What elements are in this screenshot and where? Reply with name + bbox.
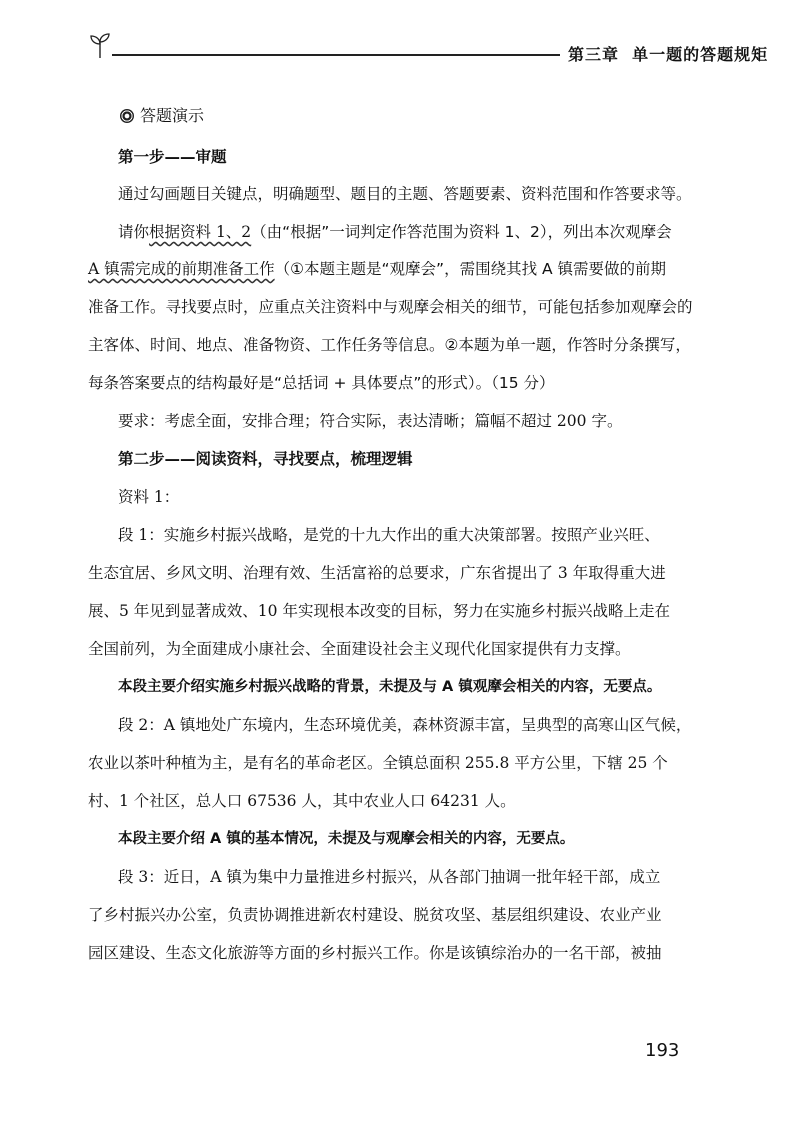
paragraph-line: 段 1：实施乡村振兴战略，是党的十九大作出的重大决策部署。按照产业兴旺、 bbox=[118, 526, 660, 544]
sprout-icon bbox=[88, 32, 112, 60]
question-line: 主客体、时间、地点、准备物资、工作任务等信息。②本题为单一题，作答时分条撰写， bbox=[88, 336, 691, 354]
analysis-note: 本段主要介绍 A 镇的基本情况，未提及与观摩会相关的内容，无要点。 bbox=[118, 831, 575, 847]
step1-intro: 通过勾画题目关键点，明确题型、题目的主题、答题要素、资料范围和作答要求等。 bbox=[118, 185, 692, 203]
paragraph-line: 园区建设、生态文化旅游等方面的乡村振兴工作。你是该镇综治办的一名干部，被抽 bbox=[88, 944, 662, 962]
header-rule bbox=[112, 54, 560, 56]
paragraph-line: 村、1 个社区，总人口 67536 人，其中农业人口 64231 人。 bbox=[88, 792, 516, 810]
step2-heading: 第二步——阅读资料，寻找要点，梳理逻辑 bbox=[118, 450, 413, 468]
page-number: 193 bbox=[645, 1040, 680, 1061]
paragraph-line: 段 3：近日，A 镇为集中力量推进乡村振兴，从各部门抽调一批年轻干部，成立 bbox=[118, 868, 661, 886]
header-title: 第三章 单一题的答题规矩 bbox=[568, 45, 769, 64]
step1-heading: 第一步——审题 bbox=[118, 148, 227, 166]
requirement: 要求：考虑全面，安排合理；符合实际，表达清晰；篇幅不超过 200 字。 bbox=[118, 412, 623, 430]
question-line: 请你根据资料 1、2（由“根据”一词判定作答范围为资料 1、2），列出本次观摩会 bbox=[118, 223, 672, 241]
paragraph-line: 生态宜居、乡风文明、治理有效、生活富裕的总要求，广东省提出了 3 年取得重大进 bbox=[88, 564, 666, 582]
material-label: 资料 1： bbox=[118, 488, 180, 506]
medal-icon bbox=[120, 109, 134, 123]
paragraph-line: 农业以茶叶种植为主，是有名的革命老区。全镇总面积 255.8 平方公里，下辖 25 个 bbox=[88, 754, 668, 772]
analysis-note: 本段主要介绍实施乡村振兴战略的背景，未提及与 A 镇观摩会相关的内容，无要点。 bbox=[118, 679, 662, 695]
question-line: 准备工作。寻找要点时，应重点关注资料中与观摩会相关的细节，可能包括参加观摩会的 bbox=[88, 298, 693, 316]
paragraph-line: 段 2：A 镇地处广东境内，生态环境优美，森林资源丰富，呈典型的高寒山区气候， bbox=[118, 716, 692, 734]
section-title: 答题演示 bbox=[120, 103, 204, 126]
running-header bbox=[88, 32, 769, 72]
paragraph-line: 展、5 年见到显著成效、10 年实现根本改变的目标，努力在实施乡村振兴战略上走在 bbox=[88, 602, 670, 620]
question-line: A 镇需完成的前期准备工作（①本题主题是“观摩会”，需围绕其找 A 镇需要做的前期 bbox=[88, 260, 667, 278]
paragraph-line: 了乡村振兴办公室，负责协调推进新农村建设、脱贫攻坚、基层组织建设、农业产业 bbox=[88, 906, 662, 924]
question-line: 每条答案要点的结构最好是“总括词 + 具体要点”的形式）。（15 分） bbox=[88, 374, 555, 392]
paragraph-line: 全国前列，为全面建成小康社会、全面建设社会主义现代化国家提供有力支撑。 bbox=[88, 640, 631, 658]
